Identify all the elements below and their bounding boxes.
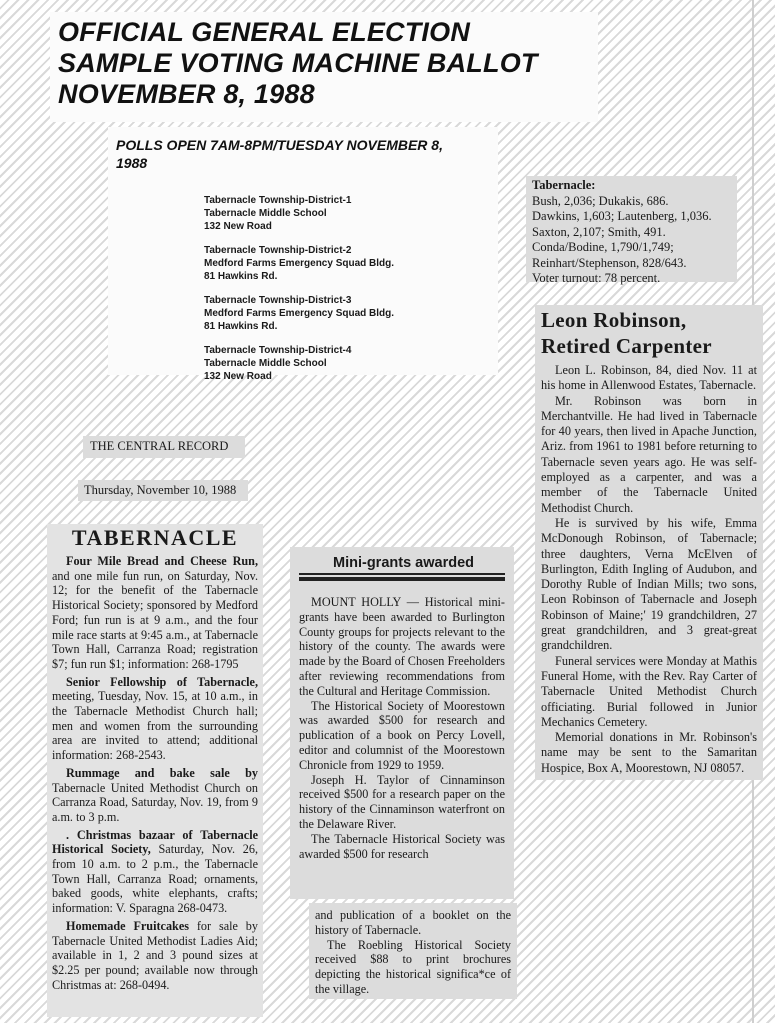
obituary-paragraph: Funeral services were Monday at Mathis Funeral Home, with the Rev. Ray Carter of Tabernacle United Methodist Church officiating. Burial followed in Junior Mechanics Cemetery.	[541, 653, 757, 729]
event-item	[52, 828, 258, 916]
tabernacle-events-clipping	[47, 524, 263, 1017]
event-lead: Senior Fellowship of Tabernacle,	[66, 674, 258, 689]
obituary-paragraph: Memorial donations in Mr. Robinson's name may be sent to the Samaritan Hospice, Box A, Moorestown, NJ 08057.	[541, 730, 757, 775]
district-place: Medford Farms Emergency Squad Bldg.	[204, 258, 395, 269]
district-address: 81 Hawkins Rd.	[204, 321, 278, 332]
event-body: meeting, Tuesday, Nov. 15, at 10 a.m., in the Tabernacle Methodist Church hall; men and women from the surrounding area are invited to attend; additional information: 268-2543.	[52, 689, 258, 763]
grants-paragraph: The Roebling Historical Society received $88 to print brochures depicting the historical significa*ce of the village.	[315, 937, 511, 996]
event-body: for sale by Tabernacle United Methodist Ladies Aid; available in 1, 2 and 3 pound sizes at $2.25 per pound; available now through Christmas at: 268-0494.	[52, 918, 258, 992]
district-address: 132 New Road	[204, 221, 272, 232]
event-item	[52, 919, 258, 993]
polls-heading-line: POLLS OPEN 7AM-8PM/TUESDAY NOVEMBER 8,	[116, 137, 443, 153]
district-place: Medford Farms Emergency Squad Bldg.	[204, 308, 395, 319]
results-line: Reinhart/Stephenson, 828/643.	[532, 255, 687, 270]
district-address: 81 Hawkins Rd.	[204, 271, 278, 282]
results-line: Saxton, 2,107; Smith, 491.	[532, 224, 666, 239]
obituary-paragraph: He is survived by his wife, Emma McDonough Robinson, of Tabernacle; three daughters, Verna McElven of Burlington, Edith Ingling of Audubon, and Dorothy Ruble of Indian Mills; two sons, Leon Robinson of Tabernacle and Joseph Robinson of Maine;' 19 grandchildren, 27 great grandchildren, and 3 great-great grandchildren.	[541, 515, 757, 653]
polls-heading	[116, 136, 490, 172]
district-entry	[204, 194, 490, 233]
mini-grants-clipping	[290, 547, 514, 899]
grants-paragraph: The Tabernacle Historical Society was awarded $500 for research	[299, 831, 505, 861]
results-line: Bush, 2,036; Dukakis, 686.	[532, 193, 669, 208]
newspaper-date: Thursday, November 10, 1988	[78, 480, 248, 501]
grants-paragraph: and publication of a booklet on the history of Tabernacle.	[315, 908, 511, 937]
event-item	[52, 766, 258, 825]
results-line: Dawkins, 1,603; Lautenberg, 1,036.	[532, 209, 712, 223]
results-line: Conda/Bodine, 1,790/1,749;	[532, 240, 674, 254]
grants-paragraph: The Historical Society of Moorestown was awarded $500 for research and publication of a book on Percy Lovell, editor and columnist of the Moorestown Chronicle from 1929 to 1959.	[299, 698, 505, 772]
ballot-headline	[50, 12, 598, 122]
events-title: TABERNACLE	[71, 525, 239, 550]
obituary-paragraph: Mr. Robinson was born in Merchantville. He had lived in Tabernacle for 40 years, then lived in Apache Junction, Ariz. from 1961 to 1981 before returning to Tabernacle seven years ago. He was self-employed as a carpenter, and was a member of the Tabernacle United Methodist Church.	[541, 393, 757, 515]
obituary-title: Retired Carpenter	[541, 334, 712, 358]
district-name: Tabernacle Township-District-4	[204, 345, 352, 356]
event-lead: . Christmas bazaar of Tabernacle Historical Society,	[52, 827, 258, 857]
event-lead: Rummage and bake sale by	[66, 765, 258, 780]
district-entry	[204, 344, 490, 383]
title-rule	[299, 577, 505, 581]
newspaper-name: THE CENTRAL RECORD	[83, 436, 245, 458]
event-body: Saturday, Nov. 26, from 10 a.m. to 2 p.m., the Tabernacle Town Hall, Carranza Road; ornaments, baked goods, white elephants, crafts; information: V. Sparagna 268-0473.	[52, 842, 258, 916]
event-lead: Homemade Fruitcakes	[66, 918, 189, 933]
district-name: Tabernacle Township-District-1	[204, 195, 352, 206]
district-list	[204, 194, 490, 383]
district-place: Tabernacle Middle School	[204, 358, 327, 369]
grants-paragraph: Joseph H. Taylor of Cinnaminson received $500 for a research paper on the history of the Cinnaminson waterfront on the Delaware River.	[299, 772, 505, 831]
district-name: Tabernacle Township-District-3	[204, 295, 352, 306]
mini-grants-continuation	[309, 903, 517, 999]
event-body: and one mile fun run, on Saturday, Nov. 12; for the benefit of the Tabernacle Historical Society; sponsored by Medford Ford; fun run is at 9 a.m., and the four mile race starts at 9:45 a.m., at Tabernacle Town Hall, Carranza Road; registration $7; fun run $1; information: 268-1795	[52, 568, 258, 671]
polls-heading-line: 1988	[116, 155, 148, 171]
event-item	[52, 675, 258, 763]
district-place: Tabernacle Middle School	[204, 208, 327, 219]
event-item	[52, 554, 258, 672]
obituary-title: Leon Robinson,	[541, 308, 687, 332]
obituary-clipping	[535, 305, 763, 780]
district-address: 132 New Road	[204, 371, 272, 382]
district-name: Tabernacle Township-District-2	[204, 245, 352, 256]
headline-line: NOVEMBER 8, 1988	[58, 79, 315, 109]
results-heading: Tabernacle:	[532, 178, 596, 192]
headline-line: SAMPLE VOTING MACHINE BALLOT	[58, 48, 538, 78]
election-results-clipping	[526, 176, 737, 285]
grants-title: Mini-grants awarded	[299, 553, 505, 575]
grants-paragraph: MOUNT HOLLY — Historical mini-grants have been awarded to Burlington County groups for projects relevant to the history of the county. The awards were made by the Board of Chosen Freeholders after reviewing recommendations from the Cultural and Heritage Commission.	[299, 595, 505, 698]
polls-clipping	[108, 127, 498, 382]
event-lead: Four Mile Bread and Cheese Run,	[66, 554, 258, 568]
headline-line: OFFICIAL GENERAL ELECTION	[58, 17, 471, 47]
district-entry	[204, 294, 490, 333]
district-entry	[204, 244, 490, 283]
event-body: Tabernacle United Methodist Church on Carranza Road, Saturday, Nov. 19, from 9 a.m. to 3 p.m.	[52, 780, 258, 824]
obituary-paragraph: Leon L. Robinson, 84, died Nov. 11 at his home in Allenwood Estates, Tabernacle.	[541, 363, 757, 393]
results-line: Voter turnout: 78 percent.	[532, 271, 661, 285]
